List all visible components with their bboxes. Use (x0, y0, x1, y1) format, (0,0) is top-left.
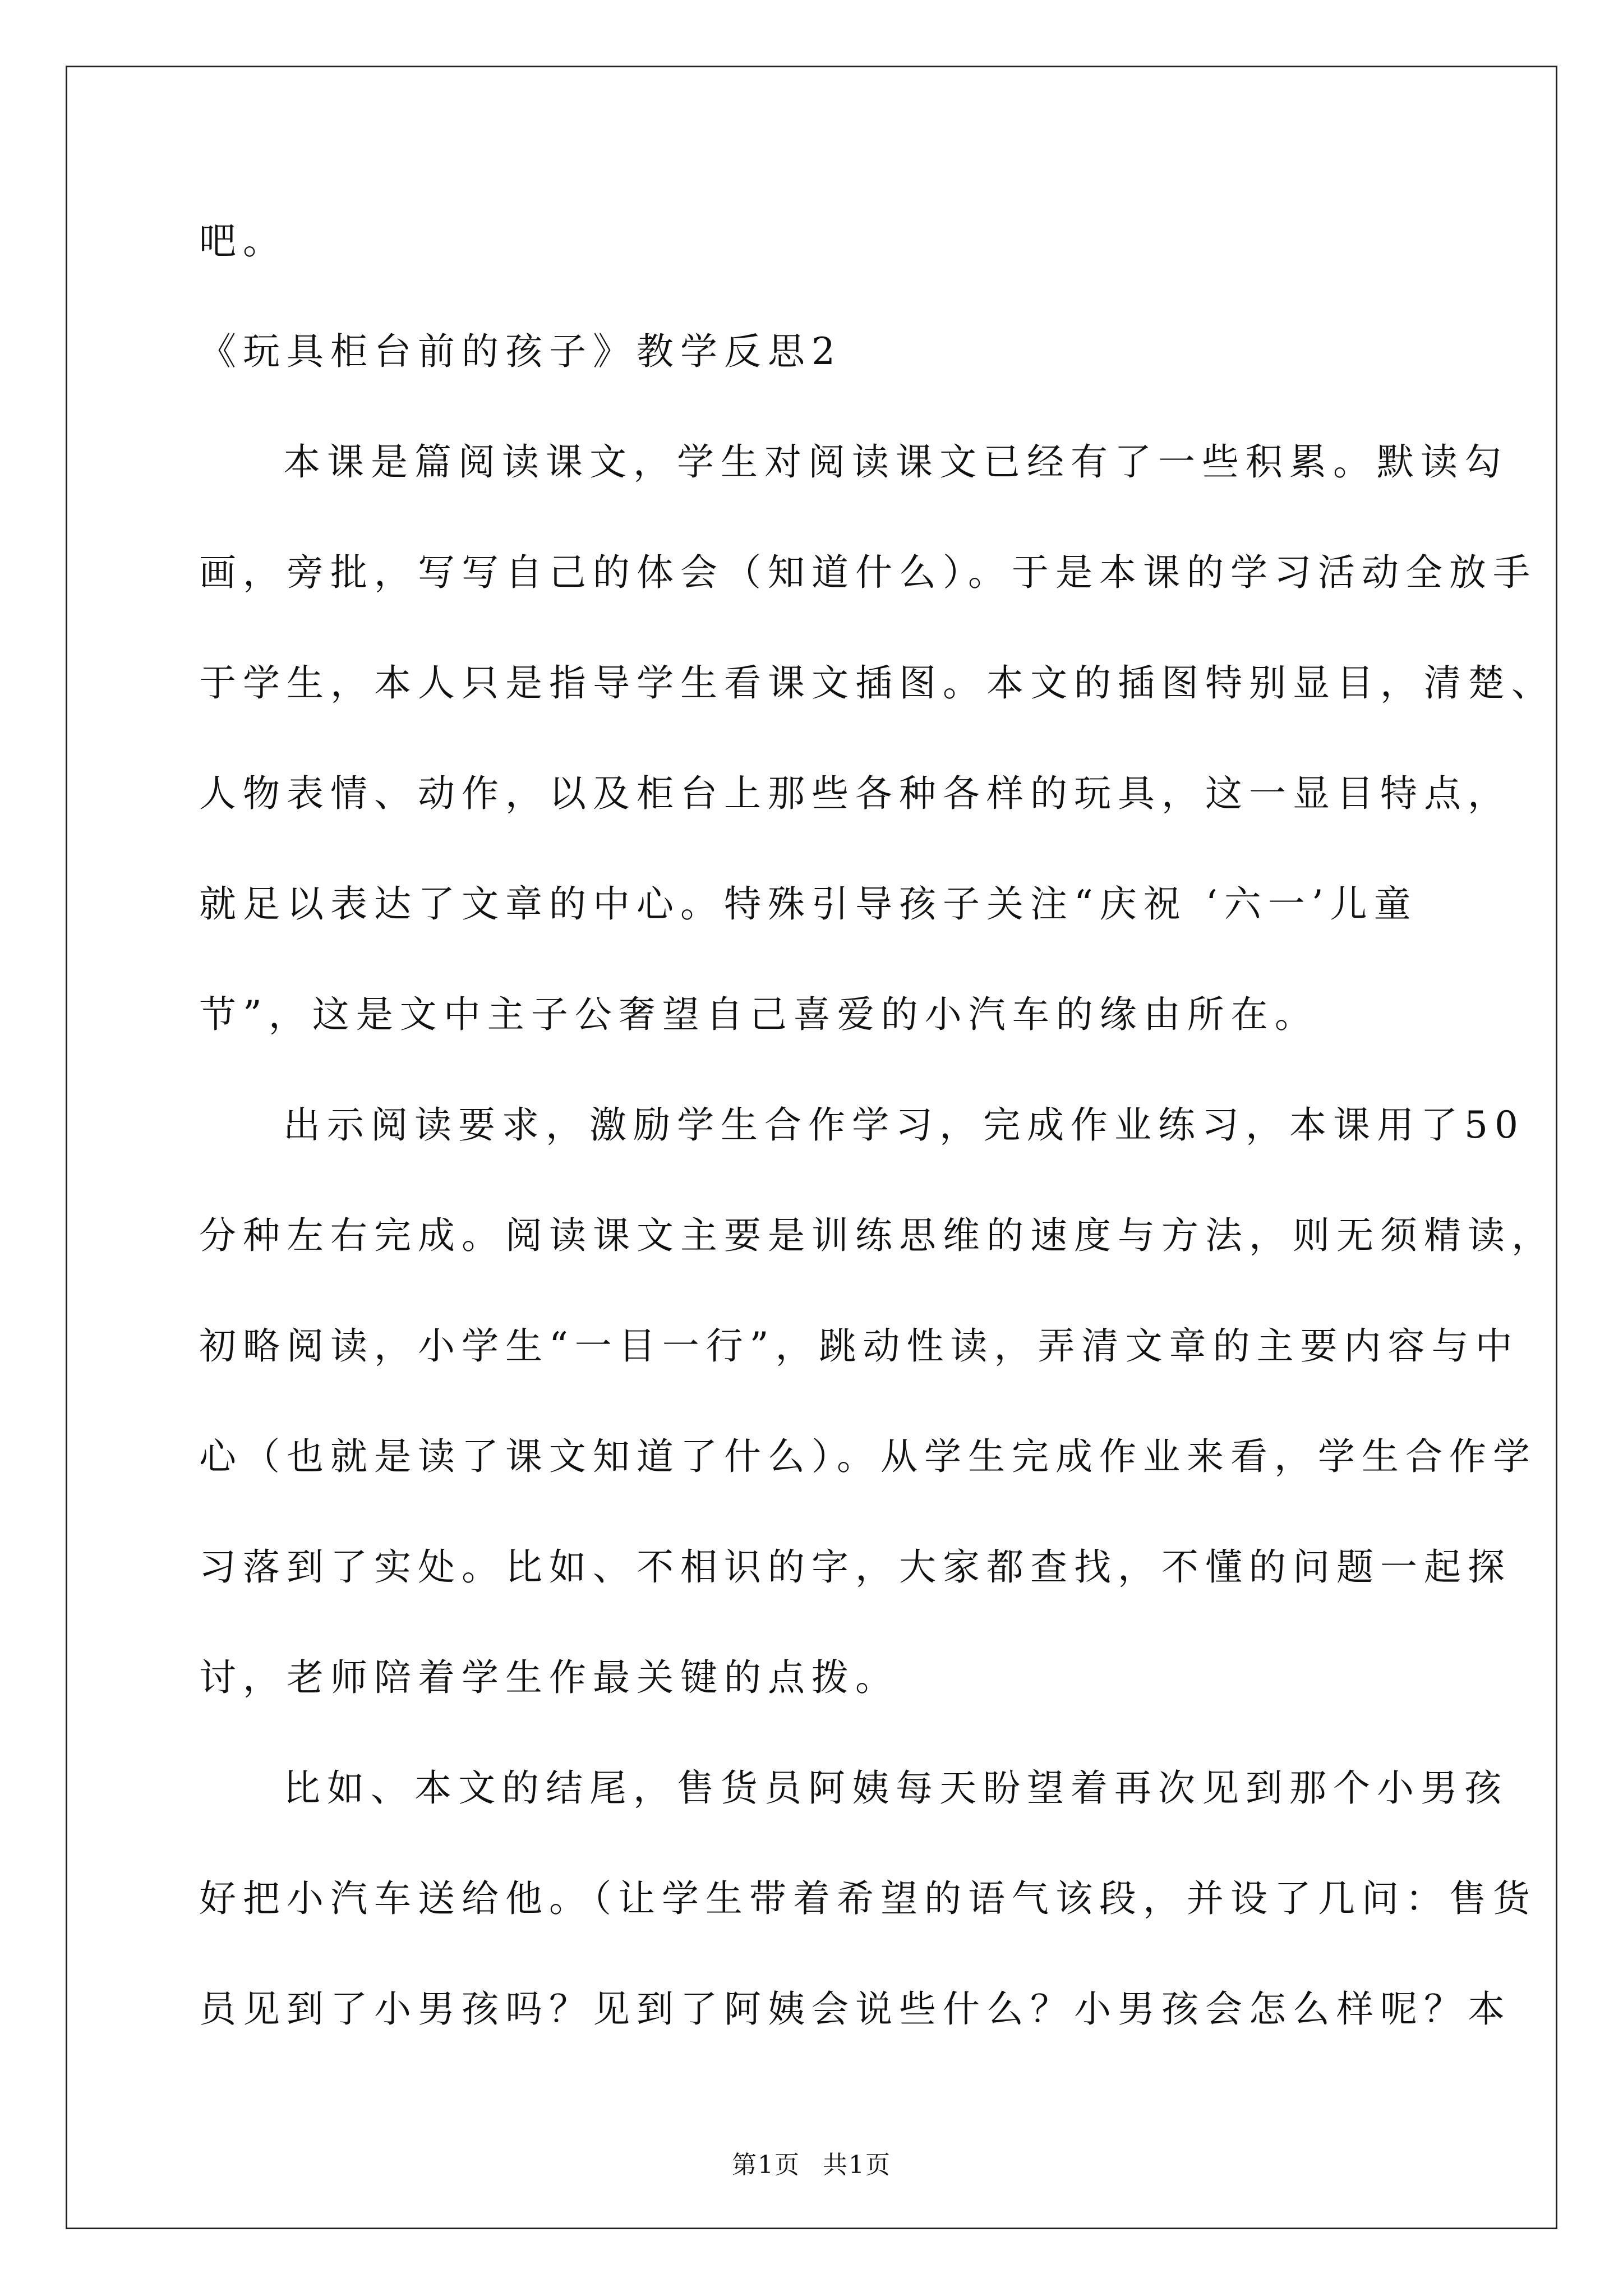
text-line: 就足以表达了文章的中心。特殊引导孩子关注“庆祝 ‘六一’儿童 (199, 882, 1418, 926)
text-line: 画，旁批，写写自己的体会（知道什么）。于是本课的学习活动全放手 (199, 551, 1537, 594)
document-body (199, 214, 1555, 2093)
page-number: 第1页 (732, 2151, 800, 2179)
document-title: 《玩具柜台前的孩子》教学反思2 (199, 330, 842, 373)
text-line: 人物表情、动作，以及柜台上那些各种各样的玩具，这一显目特点， (199, 772, 1511, 815)
text-line: 好把小汽车送给他。（让学生带着希望的语气该段，并设了几问：售货 (199, 1877, 1537, 1920)
text-line: 出示阅读要求，激励学生合作学习，完成作业练习，本课用了50 (283, 1103, 1525, 1147)
page-footer (0, 2145, 1623, 2180)
text-line: 节”，这是文中主子公奢望自己喜爱的小汽车的缘由所在。 (199, 993, 1318, 1036)
text-line: 讨，老师陪着学生作最关键的点拨。 (199, 1656, 899, 1699)
text-line: 本课是篇阅读课文，学生对阅读课文已经有了一些积累。默读勾 (283, 440, 1508, 484)
page-total: 共1页 (823, 2151, 891, 2179)
text-line: 于学生，本人只是指导学生看课文插图。本文的插图特别显目，清楚、 (199, 661, 1555, 705)
text-line: 比如、本文的结尾，售货员阿姨每天盼望着再次见到那个小男孩 (283, 1766, 1508, 1810)
text-line: 吧。 (199, 219, 287, 263)
text-line: 初略阅读，小学生“一目一行”，跳动性读，弄清文章的主要内容与中 (199, 1324, 1519, 1368)
text-line: 分种左右完成。阅读课文主要是训练思维的速度与方法，则无须精读， (199, 1214, 1555, 1257)
text-line: 心（也就是读了课文知道了什么）。从学生完成作业来看，学生合作学 (199, 1435, 1537, 1478)
text-line: 习落到了实处。比如、不相识的字，大家都查找，不懂的问题一起探 (199, 1545, 1511, 1589)
text-line: 员见到了小男孩吗？见到了阿姨会说些什么？小男孩会怎么样呢？本 (199, 1987, 1511, 2031)
